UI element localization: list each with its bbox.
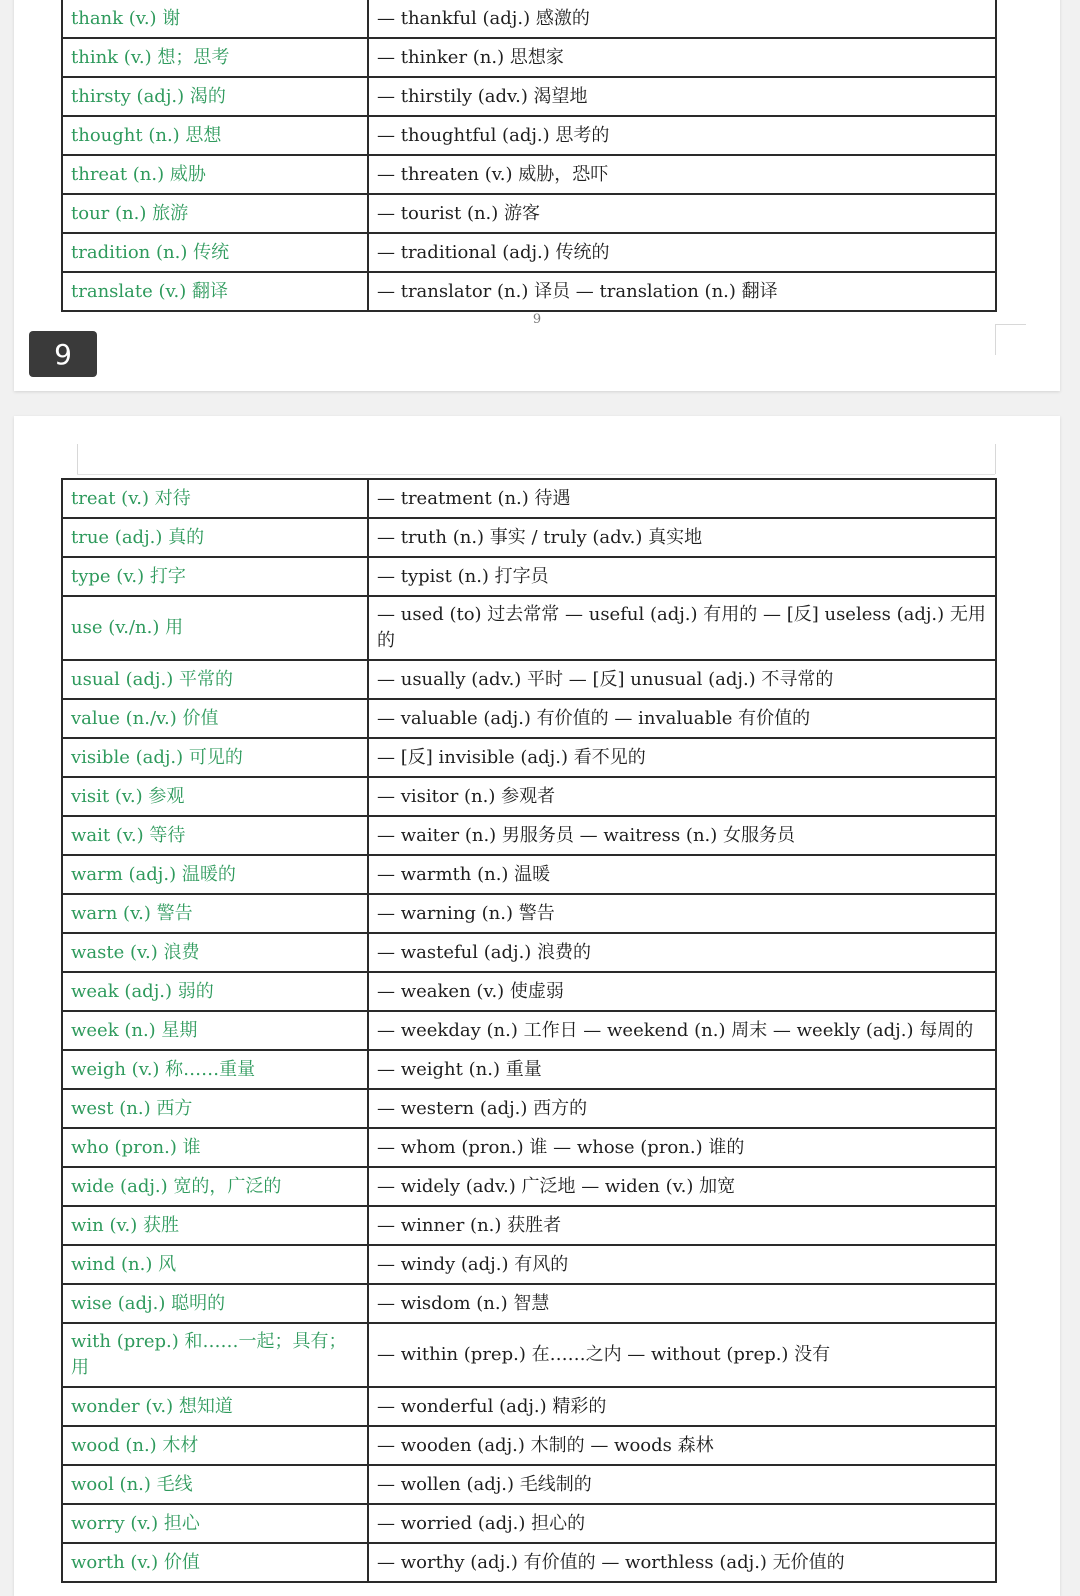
derivative-cell: — wasteful (adj.) 浪费的: [368, 933, 996, 972]
table-row: [62, 155, 996, 194]
derivative-cell: — wonderful (adj.) 精彩的: [368, 1387, 996, 1426]
headword-cell: thirsty (adj.) 渴的: [62, 77, 368, 116]
headword-cell: wind (n.) 风: [62, 1245, 368, 1284]
document-page-10: [14, 416, 1060, 1596]
vocab-table-page-9: [61, 0, 997, 312]
headword-cell: win (v.) 获胜: [62, 1206, 368, 1245]
derivative-cell: — worthy (adj.) 有价值的 — worthless (adj.) 无价值的: [368, 1543, 996, 1582]
table-row: [62, 116, 996, 155]
table-row: [62, 1206, 996, 1245]
derivative-cell: — wisdom (n.) 智慧: [368, 1284, 996, 1323]
derivative-cell: — waiter (n.) 男服务员 — waitress (n.) 女服务员: [368, 816, 996, 855]
derivative-cell: — weight (n.) 重量: [368, 1050, 996, 1089]
headword-cell: who (pron.) 谁: [62, 1128, 368, 1167]
derivative-cell: — truth (n.) 事实 / truly (adv.) 真实地: [368, 518, 996, 557]
headword-cell: translate (v.) 翻译: [62, 272, 368, 311]
table-row: [62, 660, 996, 699]
derivative-cell: — whom (pron.) 谁 — whose (pron.) 谁的: [368, 1128, 996, 1167]
derivative-cell: — translator (n.) 译员 — translation (n.) 翻译: [368, 272, 996, 311]
table-row: [62, 557, 996, 596]
table-row: [62, 894, 996, 933]
headword-cell: wonder (v.) 想知道: [62, 1387, 368, 1426]
table-row: [62, 0, 996, 38]
crop-mark: [77, 444, 78, 475]
table-row: [62, 596, 996, 660]
crop-mark: [995, 324, 1026, 355]
headword-cell: west (n.) 西方: [62, 1089, 368, 1128]
derivative-cell: — threaten (v.) 威胁，恐吓: [368, 155, 996, 194]
header-guide-line: [77, 474, 995, 475]
derivative-cell: — thirstily (adv.) 渴望地: [368, 77, 996, 116]
table-row: [62, 194, 996, 233]
headword-cell: weak (adj.) 弱的: [62, 972, 368, 1011]
table-row: [62, 855, 996, 894]
headword-cell: waste (v.) 浪费: [62, 933, 368, 972]
headword-cell: wood (n.) 木材: [62, 1426, 368, 1465]
table-row: [62, 1543, 996, 1582]
headword-cell: with (prep.) 和……一起；具有；用: [62, 1323, 368, 1387]
table-row: [62, 816, 996, 855]
headword-cell: treat (v.) 对待: [62, 479, 368, 518]
derivative-cell: — thinker (n.) 思想家: [368, 38, 996, 77]
table-row: [62, 777, 996, 816]
headword-cell: true (adj.) 真的: [62, 518, 368, 557]
table-row: [62, 1465, 996, 1504]
headword-cell: usual (adj.) 平常的: [62, 660, 368, 699]
derivative-cell: — weekday (n.) 工作日 — weekend (n.) 周末 — weekly (adj.) 每周的: [368, 1011, 996, 1050]
headword-cell: thought (n.) 思想: [62, 116, 368, 155]
table-row: [62, 1128, 996, 1167]
table-row: [62, 1011, 996, 1050]
derivative-cell: — valuable (adj.) 有价值的 — invaluable 有价值的: [368, 699, 996, 738]
derivative-cell: — thankful (adj.) 感激的: [368, 0, 996, 38]
headword-cell: weigh (v.) 称……重量: [62, 1050, 368, 1089]
derivative-cell: — used (to) 过去常常 — useful (adj.) 有用的 — [反] useless (adj.) 无用的: [368, 596, 996, 660]
derivative-cell: — windy (adj.) 有风的: [368, 1245, 996, 1284]
headword-cell: wait (v.) 等待: [62, 816, 368, 855]
document-page-9: [14, 0, 1060, 391]
table-row: [62, 738, 996, 777]
headword-cell: wide (adj.) 宽的，广泛的: [62, 1167, 368, 1206]
derivative-cell: — warmth (n.) 温暖: [368, 855, 996, 894]
table-row: [62, 1089, 996, 1128]
table-row: [62, 933, 996, 972]
derivative-cell: — treatment (n.) 待遇: [368, 479, 996, 518]
table-row: [62, 1387, 996, 1426]
crop-mark: [995, 444, 996, 474]
table-row: [62, 1504, 996, 1543]
headword-cell: tour (n.) 旅游: [62, 194, 368, 233]
derivative-cell: — usually (adv.) 平时 — [反] unusual (adj.) 不寻常的: [368, 660, 996, 699]
table-row: [62, 1323, 996, 1387]
derivative-cell: — warning (n.) 警告: [368, 894, 996, 933]
table-row: [62, 1167, 996, 1206]
table-row: [62, 1284, 996, 1323]
table-row: [62, 233, 996, 272]
table-row: [62, 1426, 996, 1465]
table-row: [62, 38, 996, 77]
headword-cell: thank (v.) 谢: [62, 0, 368, 38]
headword-cell: wool (n.) 毛线: [62, 1465, 368, 1504]
derivative-cell: — [反] invisible (adj.) 看不见的: [368, 738, 996, 777]
page-badge: 9: [29, 331, 97, 377]
headword-cell: worth (v.) 价值: [62, 1543, 368, 1582]
headword-cell: visit (v.) 参观: [62, 777, 368, 816]
derivative-cell: — within (prep.) 在……之内 — without (prep.) 没有: [368, 1323, 996, 1387]
derivative-cell: — wooden (adj.) 木制的 — woods 森林: [368, 1426, 996, 1465]
derivative-cell: — tourist (n.) 游客: [368, 194, 996, 233]
page-number-footer: 9: [532, 312, 542, 327]
headword-cell: use (v./n.) 用: [62, 596, 368, 660]
headword-cell: warm (adj.) 温暖的: [62, 855, 368, 894]
table-row: [62, 479, 996, 518]
derivative-cell: — typist (n.) 打字员: [368, 557, 996, 596]
table-row: [62, 972, 996, 1011]
table-row: [62, 1245, 996, 1284]
derivative-cell: — winner (n.) 获胜者: [368, 1206, 996, 1245]
table-row: [62, 272, 996, 311]
derivative-cell: — widely (adv.) 广泛地 — widen (v.) 加宽: [368, 1167, 996, 1206]
headword-cell: threat (n.) 威胁: [62, 155, 368, 194]
headword-cell: visible (adj.) 可见的: [62, 738, 368, 777]
headword-cell: worry (v.) 担心: [62, 1504, 368, 1543]
headword-cell: warn (v.) 警告: [62, 894, 368, 933]
headword-cell: type (v.) 打字: [62, 557, 368, 596]
derivative-cell: — wollen (adj.) 毛线制的: [368, 1465, 996, 1504]
derivative-cell: — traditional (adj.) 传统的: [368, 233, 996, 272]
derivative-cell: — western (adj.) 西方的: [368, 1089, 996, 1128]
headword-cell: week (n.) 星期: [62, 1011, 368, 1050]
derivative-cell: — thoughtful (adj.) 思考的: [368, 116, 996, 155]
derivative-cell: — worried (adj.) 担心的: [368, 1504, 996, 1543]
table-row: [62, 699, 996, 738]
table-row: [62, 518, 996, 557]
derivative-cell: — weaken (v.) 使虚弱: [368, 972, 996, 1011]
derivative-cell: — visitor (n.) 参观者: [368, 777, 996, 816]
headword-cell: think (v.) 想；思考: [62, 38, 368, 77]
headword-cell: wise (adj.) 聪明的: [62, 1284, 368, 1323]
vocab-table-page-10: [61, 478, 997, 1583]
headword-cell: tradition (n.) 传统: [62, 233, 368, 272]
table-row: [62, 1050, 996, 1089]
headword-cell: value (n./v.) 价值: [62, 699, 368, 738]
table-row: [62, 77, 996, 116]
